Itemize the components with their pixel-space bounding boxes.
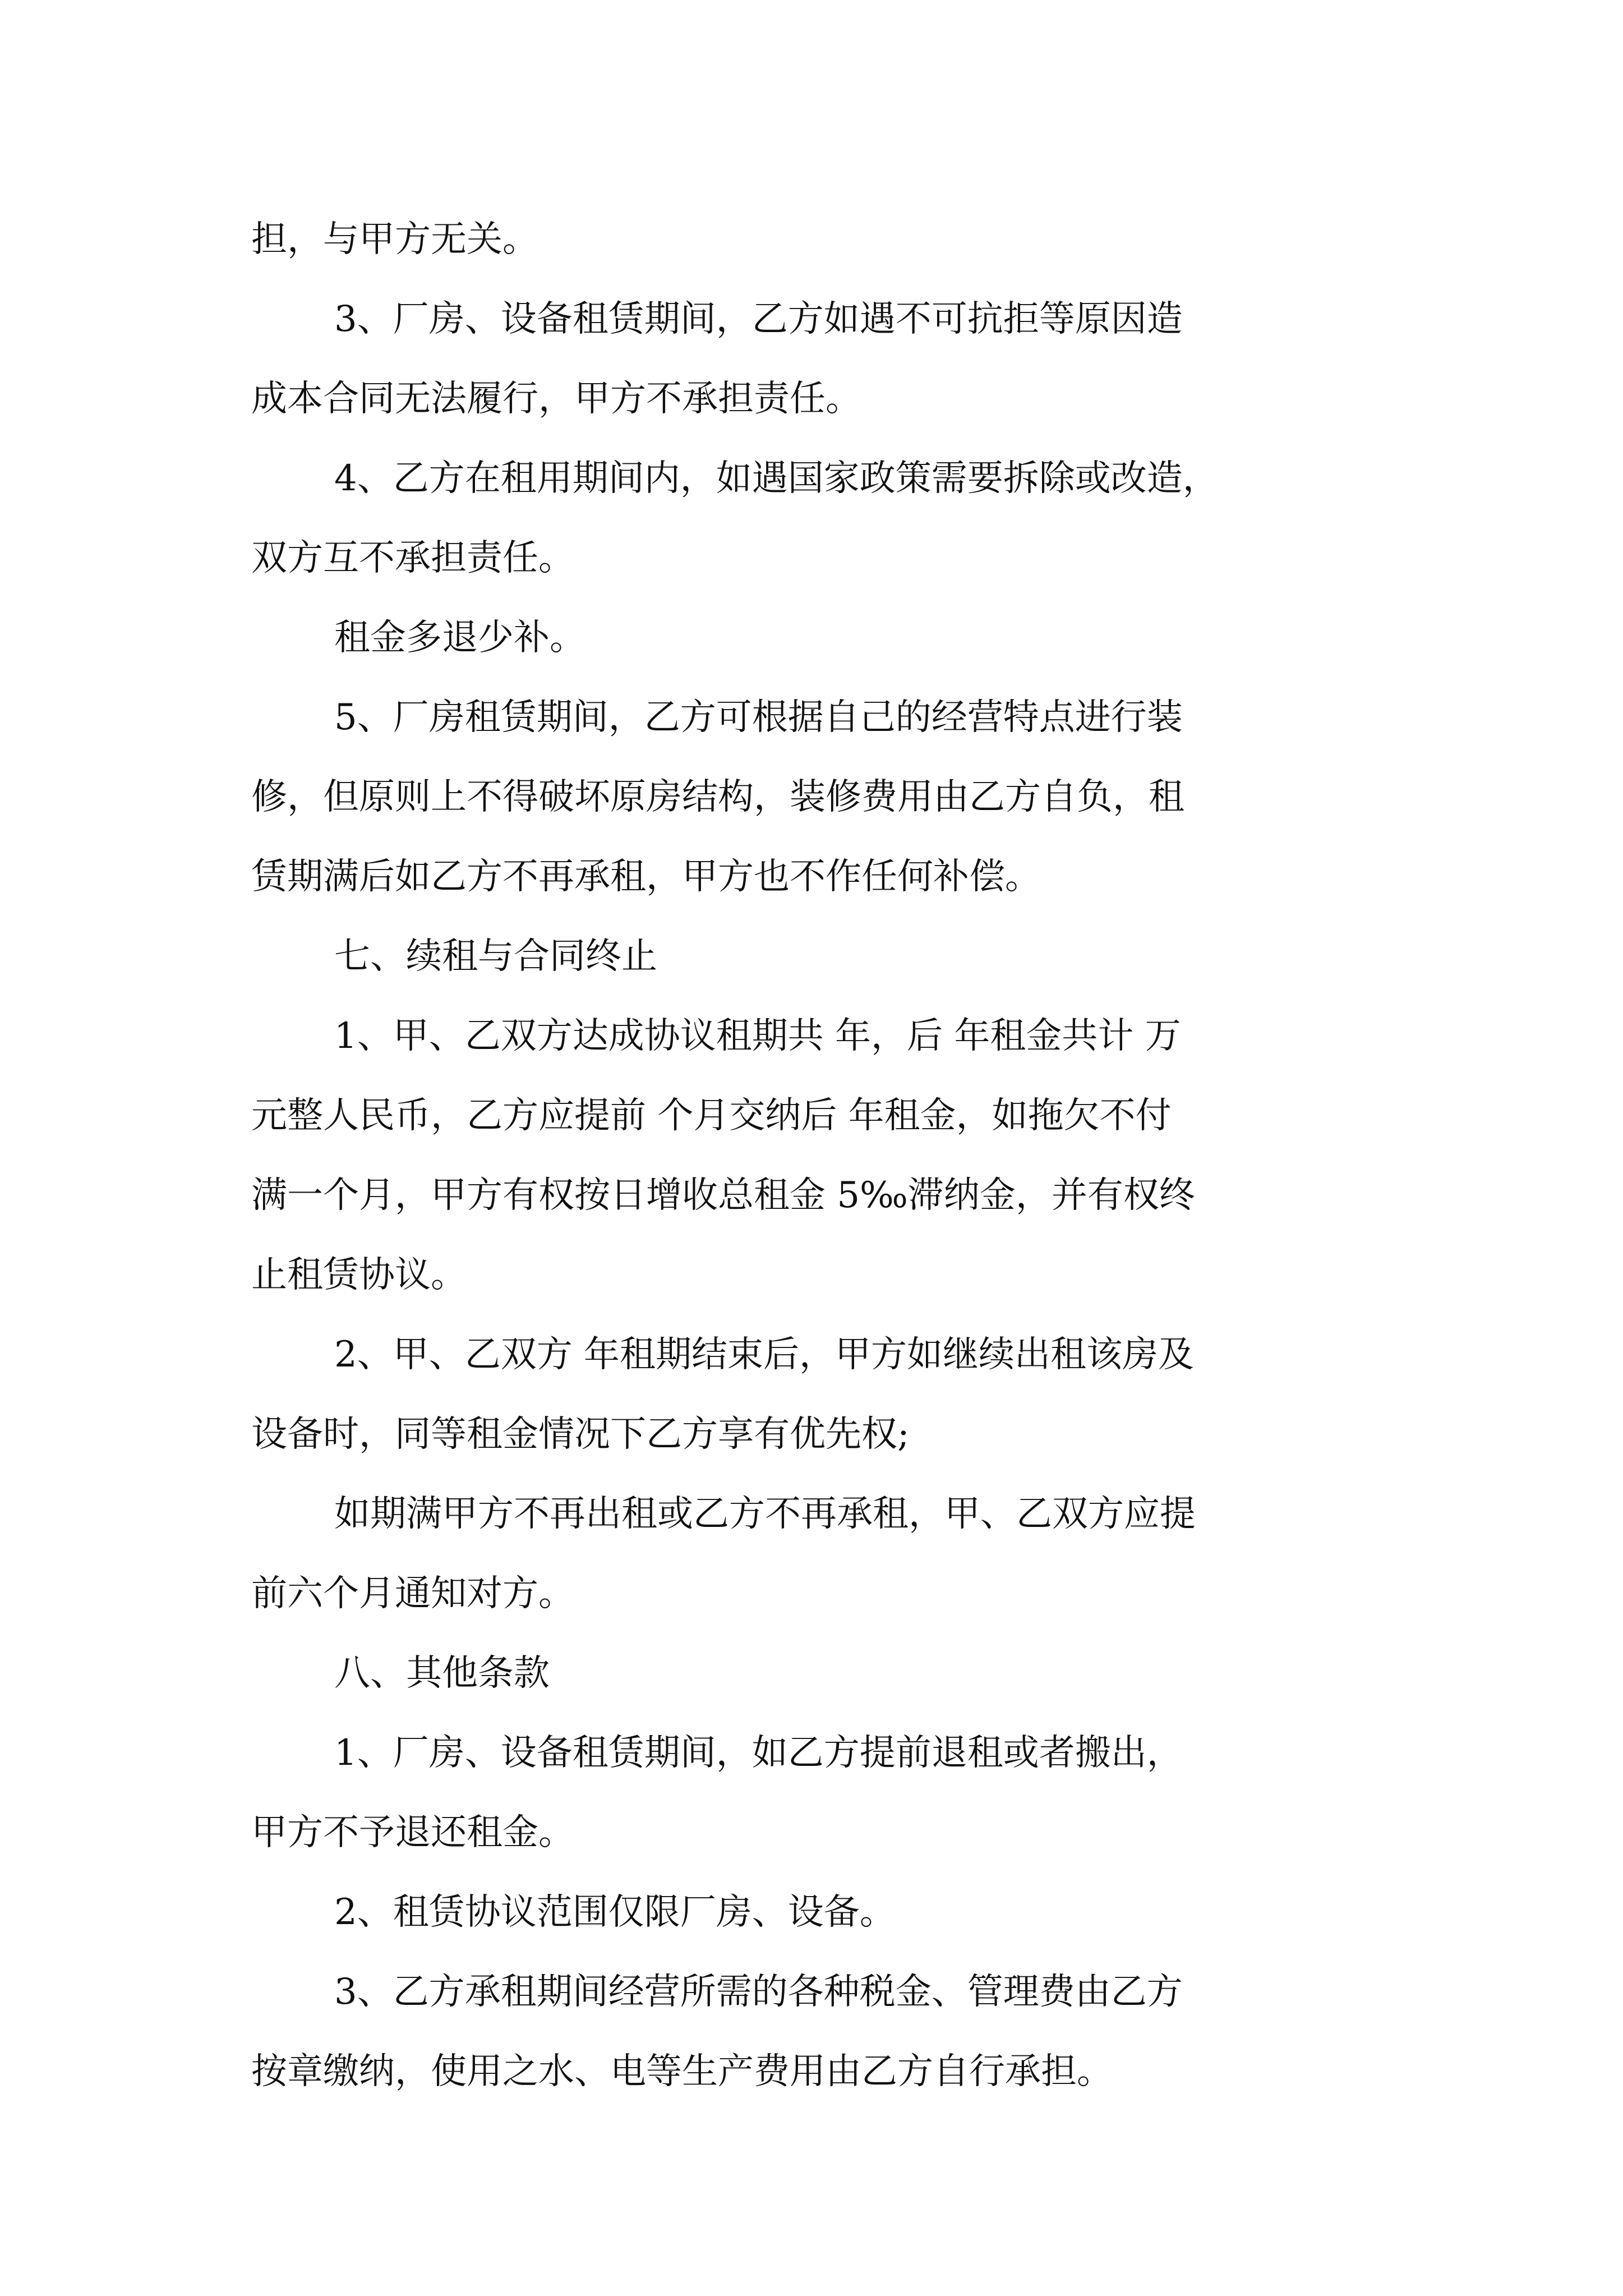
text-line: 1、厂房、设备租赁期间，如乙方提前退租或者搬出， [334, 1732, 1183, 1774]
text-line: 如期满甲方不再出租或乙方不再承租，甲、乙双方应提 [334, 1493, 1196, 1535]
text-line: 前六个月通知对方。 [251, 1573, 574, 1614]
text-line: 甲方不予退还租金。 [251, 1812, 574, 1853]
text-line: 租金多退少补。 [334, 617, 585, 659]
text-line: 止租赁协议。 [251, 1254, 467, 1296]
text-line: 4、乙方在租用期间内，如遇国家政策需要拆除或改造， [334, 458, 1219, 499]
text-line: 2、甲、乙双方 年租期结束后，甲方如继续出租该房及 [334, 1334, 1195, 1375]
text-line: 设备时，同等租金情况下乙方享有优先权; [251, 1414, 910, 1455]
text-line: 修，但原则上不得破坏原房结构，装修费用由乙方自负，租 [251, 776, 1184, 818]
text-line: 按章缴纳，使用之水、电等生产费用由乙方自行承担。 [251, 2051, 1113, 2092]
section-heading: 八、其他条款 [334, 1653, 550, 1694]
text-line: 3、厂房、设备租赁期间，乙方如遇不可抗拒等原因造 [334, 298, 1183, 340]
text-line: 3、乙方承租期间经营所需的各种税金、管理费由乙方 [334, 1971, 1183, 2013]
text-line: 1、甲、乙双方达成协议租期共 年，后 年租金共计 万 [334, 1015, 1181, 1057]
text-line: 2、租赁协议范围仅限厂房、设备。 [334, 1892, 896, 1933]
text-line: 5、厂房租赁期间，乙方可根据自己的经营特点进行装 [334, 697, 1183, 738]
text-line: 赁期满后如乙方不再承租，甲方也不作任何补偿。 [251, 856, 1041, 898]
text-line: 担，与甲方无关。 [251, 219, 538, 260]
section-heading: 七、续租与合同终止 [334, 936, 657, 977]
text-line: 成本合同无法履行，甲方不承担责任。 [251, 378, 861, 420]
text-line: 满一个月，甲方有权按日增收总租金 5‰滞纳金，并有权终 [251, 1175, 1195, 1216]
text-line: 元整人民币，乙方应提前 个月交纳后 年租金，如拖欠不付 [251, 1095, 1172, 1137]
text-line: 双方互不承担责任。 [251, 537, 574, 579]
